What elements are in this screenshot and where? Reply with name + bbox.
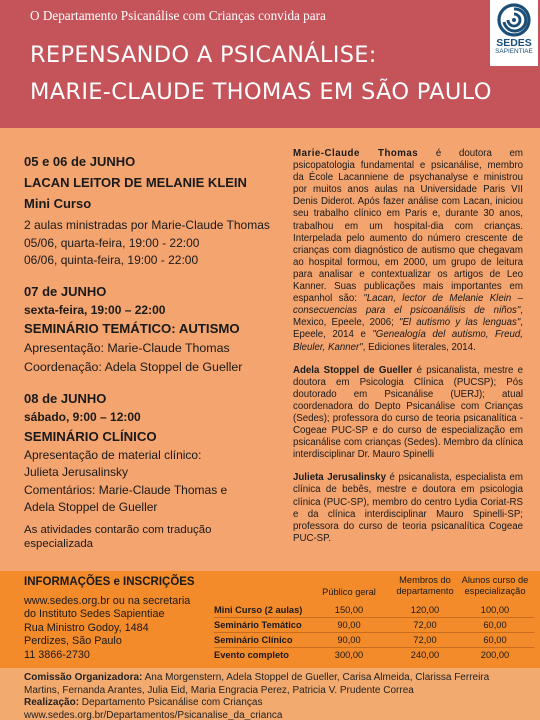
event-detail-line: Coordenação: Adela Stoppel de Gueller [24,360,243,374]
event-time: sábado, 9:00 – 12:00 [24,410,141,424]
invitation-text: O Departamento Psicanálise com Crianças convida para [30,8,326,23]
realizacao-label: Realização: [24,697,80,709]
price-cell: 60,00 [483,620,507,630]
organizers-label: Comissão Organizadora: [24,672,143,683]
column-header-text: Alunos curso de [461,575,529,585]
price-column-header [392,575,458,597]
price-row [214,618,534,632]
info-line: 11 3866-2730 [24,648,90,661]
organizing-committee [24,672,516,697]
event-detail-line: Apresentação: Marie-Claude Thomas [24,341,230,355]
event-heading: SEMINÁRIO CLÍNICO [24,428,157,444]
department-url-link[interactable]: www.sedes.org.br/Departamentos/Psicanalise_da_crianca [24,709,283,720]
price-row [214,603,534,617]
price-row [214,648,534,662]
bio-text: é psicanalista, mestre e doutora em Psicologia Clínica (PUCSP); Pós doutorado em Psicanálise (UERJ); atual coordenadora do Depto Psicanálise com Crianças (Sedes); professora do curso de teoria psicanalítica - Cogeae PUC-SP e do curso de especialização em psicanálise com crianças (Sedes). Membro da clínica interdisciplinar Dr. Mauro Spinelli [293,364,523,461]
event-detail-line: Comentários: Marie-Claude Thomas e [24,482,228,497]
price-cell: 300,00 [334,650,364,660]
event-seminario-tematico [24,284,282,378]
info-line: Perdizes, São Paulo [24,635,122,648]
bio-text: é doutora em psicopatologia fundamental e psicanálise, membro da École Lacanniene de psychanalyse e ministrou por muitos anos aulas na Universidade Paris VII Denis Diderot. Após fazer análise com Lacan, iniciou seu trabalho clínico em Paris e, durante 30 anos, trabalhou em um hospital-dia com crianças. Interpelada pelo aumento do número crescente de crianças com diagnóstico de autismo que chegavam ao hospital formou, em 2000, um grupo de leitura para analisar e contextualizar os artigos de Leo Kanner. Suas publicações mais importantes em espanhol são: [293,148,523,305]
price-row-label: Mini Curso (2 aulas) [214,605,303,615]
bio-text: , Ediciones literales, 2014. [362,341,476,353]
price-column-header [316,587,382,598]
price-cell: 100,00 [480,605,510,615]
logo-subtitle: SAPIENTIAE [495,48,533,55]
bio-publication: "El autismo y las lenguas" [399,317,521,329]
price-row [214,633,534,647]
event-detail-line: 2 aulas ministradas por Marie-Claude Thomas [24,218,270,232]
bio-publication: "Lacan, lector de Melanie Klein – consecuencias para el psicoanálisis de niños" [293,293,523,317]
bio-text: , Mexico, Epeele, 2006; [293,305,523,329]
price-row-label: Seminário Temático [214,620,302,630]
event-heading: SEMINÁRIO TEMÁTICO: AUTISMO [24,321,240,336]
bios-column [293,148,523,556]
event-detail-line: Adela Stoppel de Gueller [24,500,158,514]
info-line: do Instituto Sedes Sapientiae [24,608,165,621]
column-header-text: departamento [396,586,454,596]
price-cell: 60,00 [483,635,507,645]
event-mini-curso [24,154,282,270]
price-cell: 120,00 [410,605,440,615]
info-line: www.sedes.org.br ou na secretaria [24,595,191,607]
footer [0,668,540,720]
column-header-text: Público geral [322,587,376,597]
info-contact [24,595,214,662]
event-date: 08 de JUNHO [24,391,107,406]
bio-text: , Epeele, 2014 e [293,317,523,341]
bio-name: Adela Stoppel de Gueller [293,364,413,376]
column-header-text: Membros do [399,575,451,585]
event-seminario-clinico [24,391,282,551]
price-cell: 90,00 [337,635,361,645]
header-banner [0,0,540,128]
events-column [24,154,282,565]
price-row-label: Seminário Clínico [214,635,293,645]
price-cell: 200,00 [480,650,510,660]
event-detail-line: 05/06, quarta-feira, 19:00 - 22:00 [24,235,200,250]
realizacao [24,697,516,720]
event-date: 07 de JUNHO [24,283,107,299]
event-date: 05 e 06 de JUNHO [24,154,136,169]
bio-name: Marie-Claude Thomas [293,148,419,159]
event-detail-line: Julieta Jerusalinsky [24,465,129,479]
event-title-line-1: REPENSANDO A PSICANÁLISE: [30,42,377,68]
event-detail-line: Apresentação de material clínico: [24,447,202,462]
price-cell: 72,00 [413,635,437,645]
spiral-logo-icon [497,3,531,37]
event-heading: LACAN LEITOR DE MELANIE KLEIN [24,175,247,190]
price-cell: 150,00 [334,605,364,615]
realizacao-dept: Departamento Psicanálise com Crianças [79,697,263,709]
bio-text: é psicanalista, especialista em clínica de bebês, mestre e doutora em psicologia clínica (PUC-SP), membro do centro Lydia Coriat-RS e da clínica interdisciplinar Mauro Spinelli-SP; professora do curso de teoria psicanalítica Cogeae PUC-SP. [293,472,523,544]
price-row-label: Evento completo [214,650,289,660]
price-cell: 90,00 [337,620,361,630]
event-detail-line: 06/06, quinta-feira, 19:00 - 22:00 [24,253,199,267]
price-cell: 72,00 [413,620,437,630]
organizers-names: Ana Morgenstern, Adela Stoppel de Gueller, Carisa Almeida, Clarissa Ferreira Martins, Fernanda Arantes, Julia Eid, Maria Engracia Perez, Patricia V. Prudente Correa [24,672,490,696]
bio-adela-stoppel [293,365,523,462]
price-column-header [456,575,534,597]
price-cell: 240,00 [410,650,440,660]
info-title: INFORMAÇÕES e INSCRIÇÕES [24,576,195,588]
bio-name: Julieta Jerusalinsky [293,472,386,484]
bio-marie-claude-thomas [293,148,523,354]
bio-publication: "Genealogía del autismo, Freud, Bleuler, Kanner" [293,329,523,353]
event-time: sexta-feira, 19:00 – 22:00 [24,302,166,317]
info-line: Rua Ministro Godoy, 1484 [24,621,149,634]
column-header-text: especialização [464,586,526,596]
translation-note: As atividades contarão com tradução especializada [24,523,212,550]
info-section [0,571,540,668]
logo-name: SEDES [496,37,532,49]
event-subheading: Mini Curso [24,196,92,211]
event-title-line-2: MARIE-CLAUDE THOMAS EM SÃO PAULO [30,79,492,105]
sedes-logo [490,0,538,66]
bio-julieta-jerusalinsky [293,472,523,545]
